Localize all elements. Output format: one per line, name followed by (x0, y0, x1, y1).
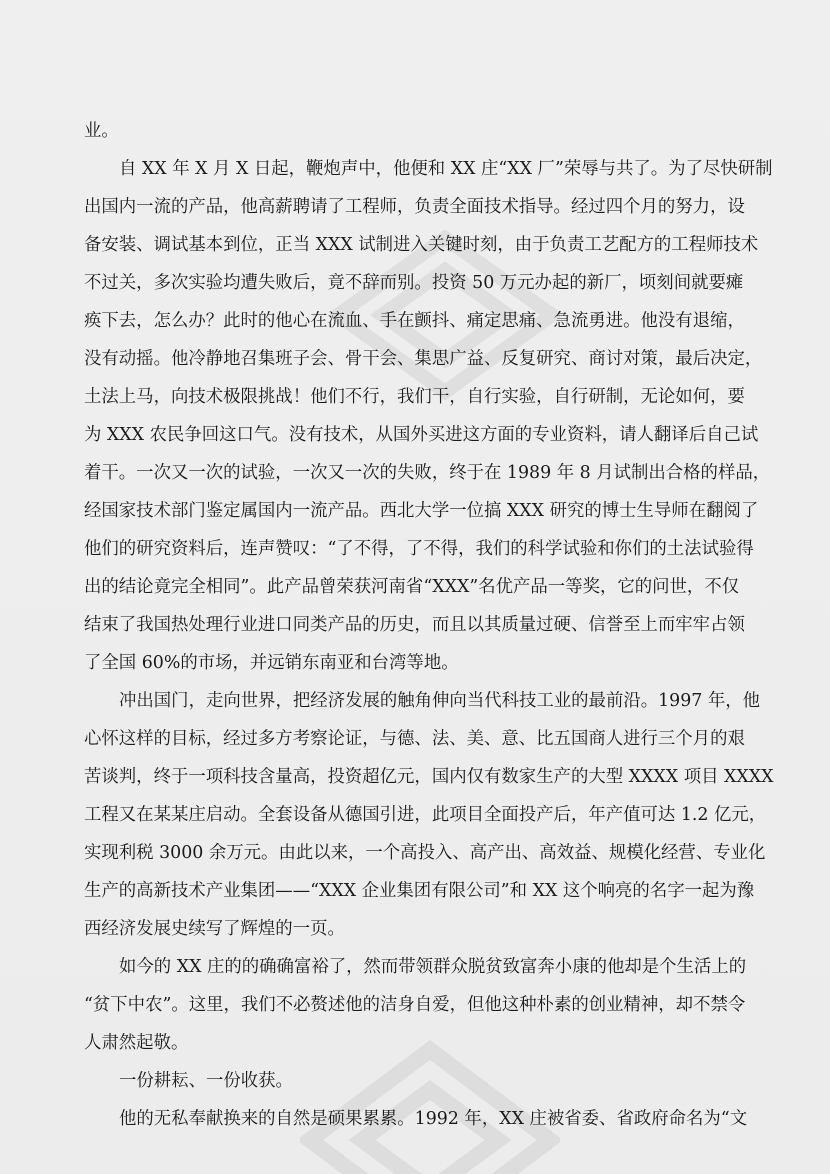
text-line: 为 XXX 农民争回这口气。没有技术，从国外买进这方面的专业资料，请人翻译后自己试 (84, 425, 759, 445)
text-line: 工程又在某某庄启动。全套设备从德国引进，此项目全面投产后，年产值可达 1.2 亿元， (84, 805, 767, 825)
text-line: 没有动摇。他冷静地召集班子会、骨干会、集思广益、反复研究、商讨对策，最后决定， (84, 349, 763, 369)
text-line: 生产的高新技术产业集团——“XXX 企业集团有限公司”和 XX 这个响亮的名字一起为豫 (84, 881, 755, 901)
text-line: 不过关，多次实验均遭失败后，竟不辞而别。投资 50 万元办起的新厂，顷刻间就要瘫 (84, 273, 744, 293)
text-line: 苦谈判，终于一项科技含量高，投资超亿元，国内仅有数家生产的大型 XXXX 项目 XXXX (84, 767, 774, 787)
text-line: 人肃然起敬。 (84, 1033, 189, 1053)
text-line: 土法上马，向技术极限挑战！他们不行，我们干，自行实验，自行研制，无论如何，要 (84, 387, 745, 407)
document-body (84, 112, 774, 1138)
text-line: 业。 (84, 121, 119, 141)
text-line: 西经济发展史续写了辉煌的一页。 (84, 919, 345, 939)
text-line: 出国内一流的产品，他高薪聘请了工程师，负责全面技术指导。经过四个月的努力，设 (84, 197, 745, 217)
text-line: 经国家技术部门鉴定属国内一流产品。西北大学一位搞 XXX 研究的博士生导师在翻阅了 (84, 501, 759, 521)
text-line: 冲出国门，走向世界，把经济发展的触角伸向当代科技工业的最前沿。1997 年，他 (119, 691, 761, 711)
text-line: 心怀这样的目标，经过多方考察论证，与德、法、美、意、比五国商人进行三个月的艰 (84, 729, 745, 749)
text-line: 他的无私奉献换来的自然是硕果累累。1992 年，XX 庄被省委、省政府命名为“文 (119, 1109, 748, 1129)
text-line: 自 XX 年 X 月 X 日起，鞭炮声中，他便和 XX 庄“XX 厂”荣辱与共了。为了尽快研制 (119, 159, 773, 179)
text-line: 他们的研究资料后，连声赞叹：“了不得，了不得，我们的科学试验和你们的土法试验得 (84, 539, 754, 559)
text-line: 一份耕耘、一份收获。 (119, 1071, 293, 1091)
text-line: 备安装、调试基本到位，正当 XXX 试制进入关键时刻，由于负责工艺配方的工程师技术 (84, 235, 759, 255)
text-line: 了全国 60%的市场，并远销东南亚和台湾等地。 (84, 653, 459, 673)
text-line: 实现利税 3000 余万元。由此以来，一个高投入、高产出、高效益、规模化经营、专业化 (84, 843, 766, 863)
text-line: 出的结论竟完全相同”。此产品曾荣获河南省“XXX”名优产品一等奖，它的问世，不仅 (84, 577, 740, 597)
text-line: 痪下去，怎么办？此时的他心在流血、手在颤抖、痛定思痛、急流勇进。他没有退缩， (84, 311, 745, 331)
text-line: 如今的 XX 庄的的确确富裕了，然而带领群众脱贫致富奔小康的他却是个生活上的 (119, 957, 747, 977)
text-line: “贫下中农”。这里，我们不必赘述他的洁身自爱，但他这种朴素的创业精神，却不禁令 (84, 995, 746, 1015)
text-line: 着干。一次又一次的试验，一次又一次的失败，终于在 1989 年 8 月试制出合格的样品， (84, 463, 771, 483)
text-line: 结束了我国热处理行业进口同类产品的历史，而且以其质量过硬、信誉至上而牢牢占领 (84, 615, 745, 635)
